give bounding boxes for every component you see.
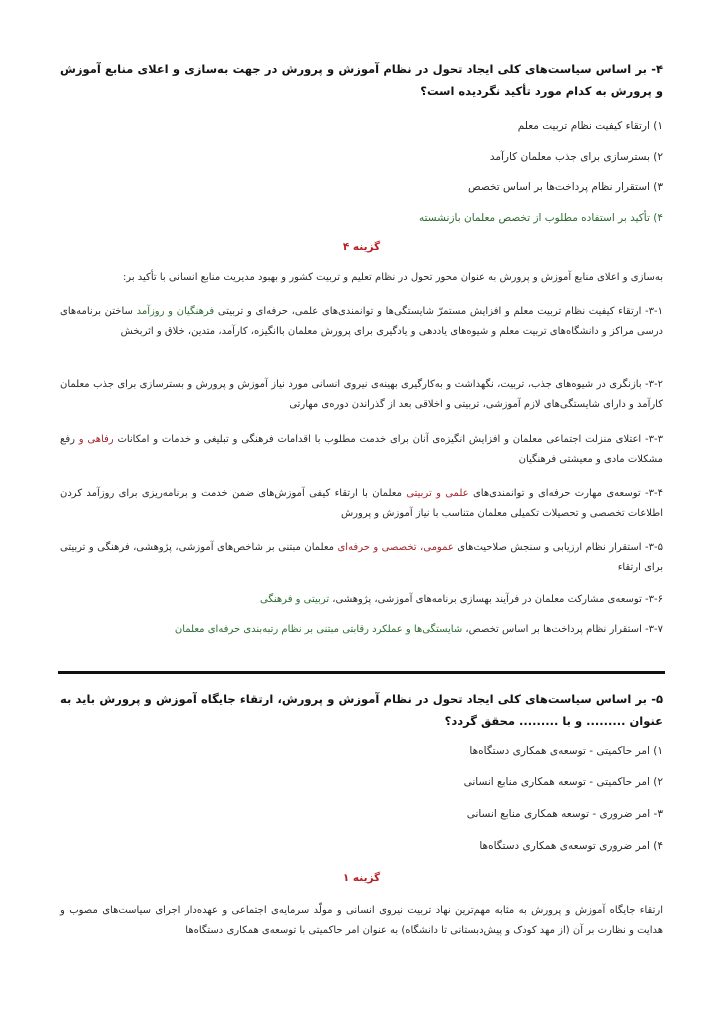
item-highlight: تربیتی و فرهنگی <box>260 594 330 605</box>
q5-option-3: ۳- امر ضروری - توسعه همکاری منابع انسانی <box>466 808 663 820</box>
q5-option-4: ۴) امر ضروری توسعه‌ی همکاری دستگاه‌ها <box>479 840 663 852</box>
section-divider <box>58 671 665 674</box>
q4-intro: به‌سازی و اعلای منابع آموزش و پرورش به عنوان محور تحول در نظام تعلیم و تربیت کشور و بهبود مدیریت منابع انسانی با تأکید بر: <box>122 272 663 283</box>
q4-item-3-5 <box>60 538 663 578</box>
item-text: ۳-۳- اعتلای منزلت اجتماعی معلمان و افزایش انگیزه‌ی آنان برای خدمت مطلوب با اقدامات فرهنگی و تبلیغی و خدمات و امکانات <box>113 434 663 445</box>
q5-explanation: ارتقاء جایگاه آموزش و پرورش به مثابه مهم‌ترین نهاد تربیت نیروی انسانی و مولّد سرمایه‌ی اجتماعی و عهده‌دار اجرای سیاست‌های مصوب و هدایت و نظارت بر آن (از مهد کودک و پیش‌دبستانی تا دانشگاه) به عنوان امر حاکمیتی با توسعه‌ی همکاری دستگاه‌ها <box>60 905 663 936</box>
item-text: ۳-۱- ارتقاء کیفیت نظام تربیت معلم و افزایش مستمرّ شایستگی‌ها و توانمندی‌های علمی، حرفه‌ای و تربیتی <box>214 306 663 317</box>
question-5-title: ۵- بر اساس سیاست‌های کلی ایجاد تحول در نظام آموزش و پرورش، ارتقاء جایگاه آموزش و پرورش باید به عنوان ......... و با ......... محقق گردد؟ <box>60 692 663 728</box>
q5-option-2: ۲) امر حاکمیتی - توسعه همکاری منابع انسانی <box>463 776 663 788</box>
q4-item-3-6 <box>60 590 663 610</box>
item-text-rest: معلمان مبتنی بر شاخص‌های آموزشی، پژوهشی، فرهنگی و تربیتی برای ارتقاء <box>60 542 663 573</box>
item-text: ۳-۴- توسعه‌ی مهارت حرفه‌ای و توانمندی‌های <box>468 488 663 499</box>
q4-item-3-1 <box>60 302 663 342</box>
q4-item-3-3 <box>60 430 663 470</box>
item-highlight: رفاهی و <box>78 434 114 445</box>
item-text: ۳-۶- توسعه‌ی مشارکت معلمان در فرآیند بهسازی برنامه‌های آموزشی، پژوهشی، <box>329 594 663 605</box>
item-highlight: علمی و تربیتی <box>406 488 469 499</box>
q4-option-4: ۴) تأکید بر استفاده مطلوب از تخصص معلمان بازنشسته <box>419 212 663 224</box>
question-4-title: ۴- بر اساس سیاست‌های کلی ایجاد تحول در نظام آموزش و پرورش در جهت به‌سازی و اعلای منابع آموزش و پرورش به کدام مورد تأکید نگردیده است؟ <box>60 62 663 98</box>
q4-option-2: ۲) بسترسازی برای جذب معلمان کارآمد <box>489 151 663 163</box>
item-text-rest: رفع مشکلات مادی و معیشتی فرهنگیان <box>60 434 663 465</box>
q4-item-3-7 <box>60 620 663 640</box>
q5-option-1: ۱) امر حاکمیتی - توسعه‌ی همکاری دستگاه‌ها <box>469 745 663 757</box>
item-highlight: شایستگی‌ها و عملکرد رقابتی مبتنی بر نظام رتبه‌بندی حرفه‌ای معلمان <box>174 624 463 635</box>
q4-item-3-4 <box>60 484 663 524</box>
q4-answer: گزینه ۴ <box>342 241 381 253</box>
item-text: ۳-۵- استقرار نظام ارزیابی و سنجش صلاحیت‌های <box>453 542 664 553</box>
q4-option-1: ۱) ارتقاء کیفیت نظام تربیت معلم <box>517 120 663 132</box>
item-text: ۳-۲- بازنگری در شیوه‌های جذب، تربیت، نگهداشت و به‌کارگیری بهینه‌ی نیروی انسانی مورد نیاز آموزش و پرورش و بسترسازی برای جذب معلمان کارآمد و دارای شایستگی‌های لازم آموزشی، تربیتی و اخلاقی بعد از گذراندن دوره‌ی مهارتی <box>60 379 663 410</box>
q4-item-3-2 <box>60 375 663 415</box>
item-highlight: فرهنگیان و روزآمد <box>136 306 215 317</box>
item-text-rest: معلمان با ارتقاء کیفی آموزش‌های ضمن خدمت و برنامه‌ریزی برای روزآمد کردن اطلاعات تخصصی و تحصیلات تکمیلی معلمان متناسب با نیاز آموزش و پرورش <box>60 488 663 519</box>
q4-option-3: ۳) استقرار نظام پرداخت‌ها بر اساس تخصص <box>468 181 663 193</box>
q5-answer: گزینه ۱ <box>342 872 381 884</box>
item-text-rest: ساختن برنامه‌های درسی مراکز و دانشگاه‌های تربیت معلم و شیوه‌های یاددهی و یادگیری برای پرورش معلمان باانگیزه، کارآمد، متدین، خلاق و اثربخش <box>60 306 663 337</box>
item-text: ۳-۷- استقرار نظام پرداخت‌ها بر اساس تخصص، <box>462 624 663 635</box>
item-highlight: عمومی، تخصصی و حرفه‌ای <box>337 542 454 553</box>
